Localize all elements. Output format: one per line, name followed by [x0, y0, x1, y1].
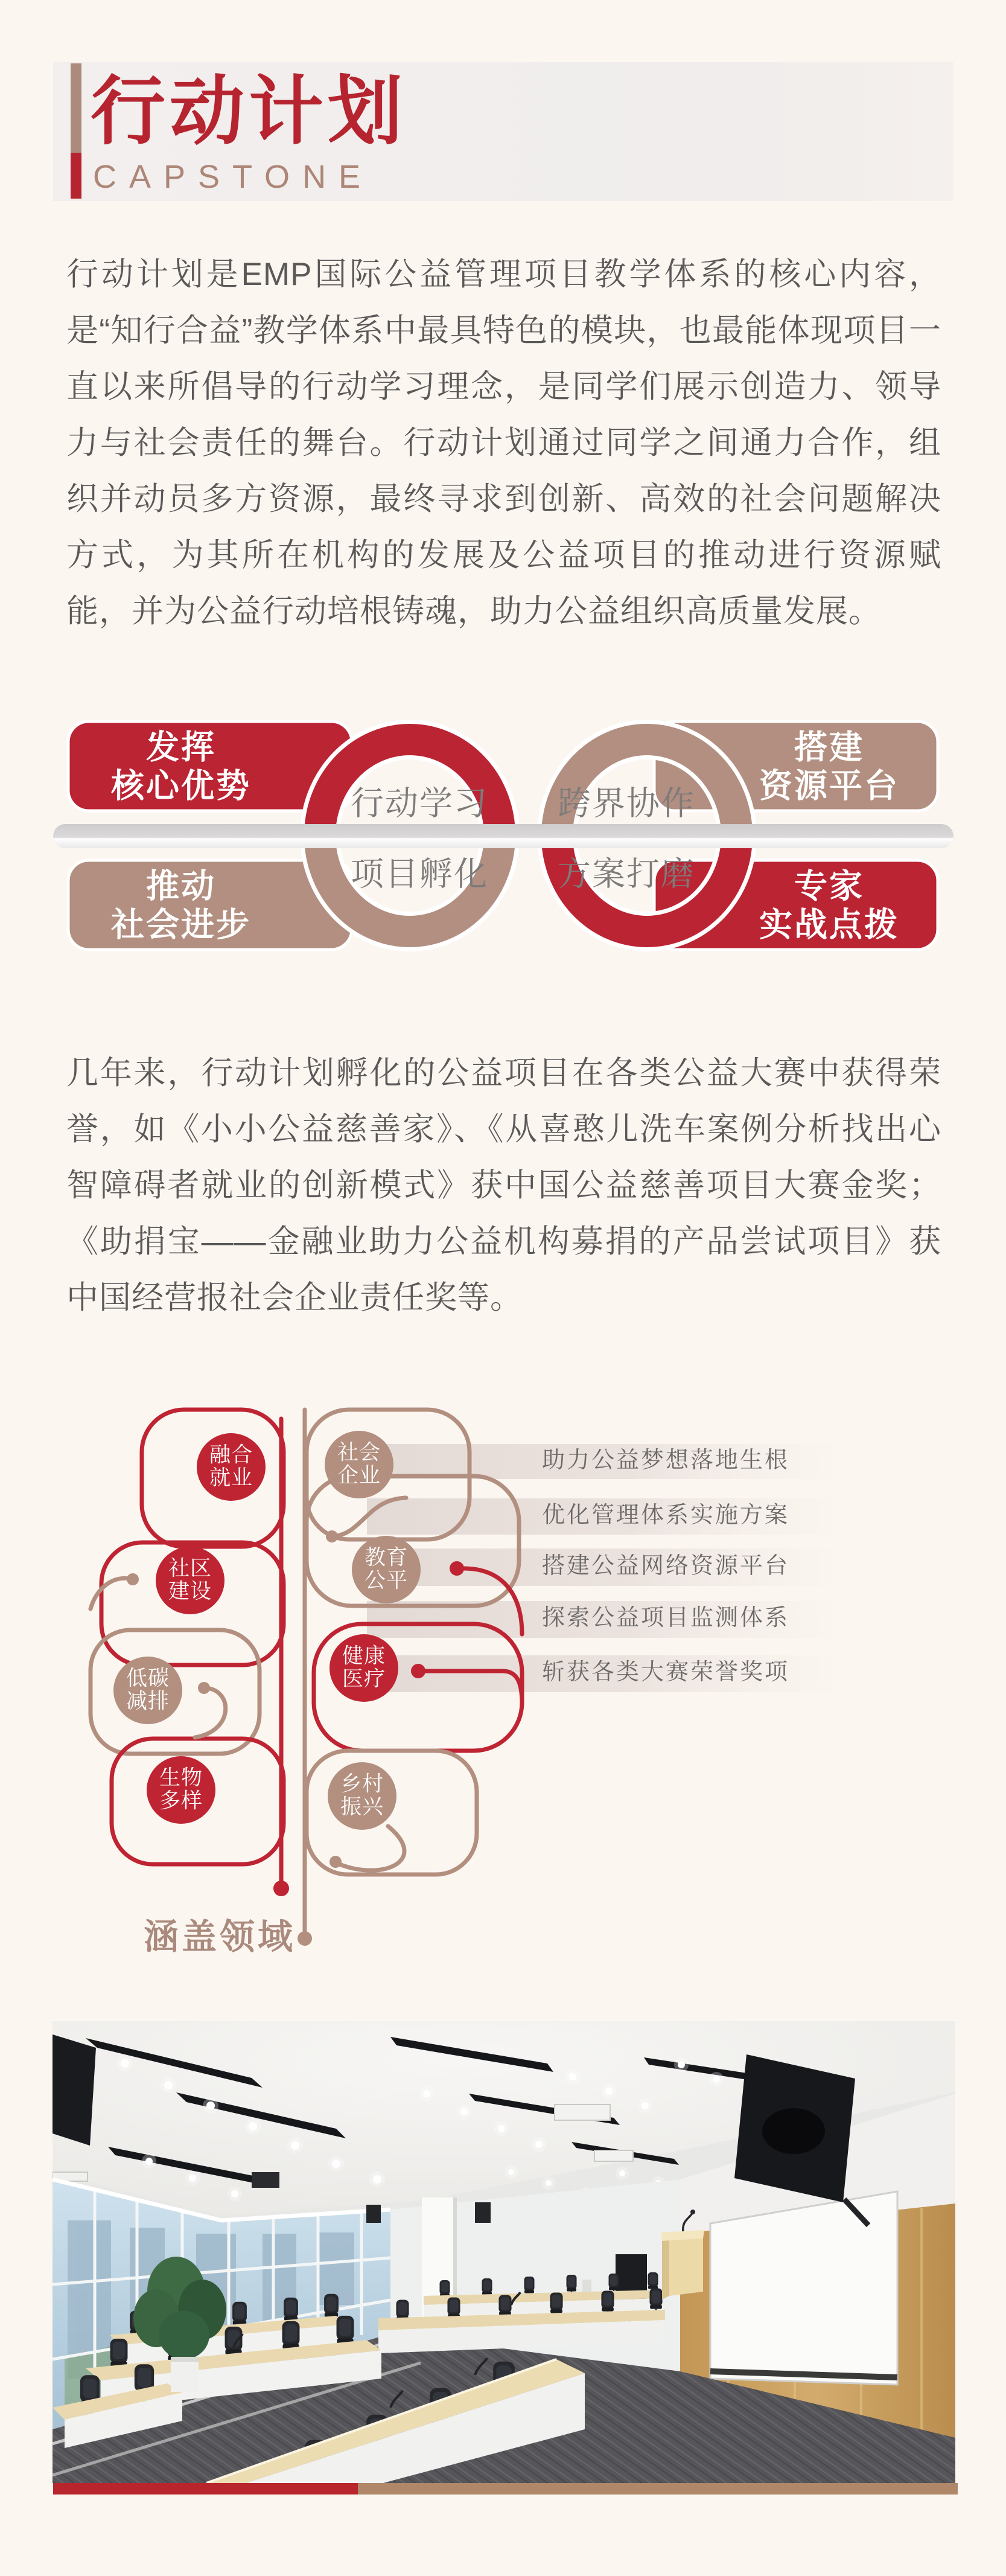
- svg-text:生物: 生物: [159, 1766, 203, 1790]
- outcome-item: 探索公益项目监测体系: [542, 1605, 790, 1631]
- svg-text:健康: 健康: [342, 1644, 386, 1668]
- svg-text:低碳: 低碳: [126, 1666, 170, 1690]
- projector: [252, 2172, 279, 2188]
- bubble-low-carbon: [113, 1657, 182, 1724]
- svg-text:社会: 社会: [337, 1440, 381, 1465]
- achievements-paragraph: 几年来，行动计划孵化的公益项目在各类公益大赛中获得荣誉，如《小小公益慈善家》、《从喜憨儿洗车案例分析找出心智障碍者就业的创新模式》获中国公益慈善项目大赛金奖；《助捐宝——金融业助力公益机构募捐的产品尝试项目》获中国经营报社会企业责任奖等。: [66, 1055, 941, 1315]
- process-box-label: 推动: [145, 867, 217, 905]
- ring-label-polish: 方案打磨: [557, 855, 696, 893]
- svg-text:乡村: 乡村: [340, 1772, 384, 1796]
- page-subtitle: CAPSTONE: [93, 159, 374, 195]
- title-accent-bar-red: [71, 153, 81, 199]
- classroom-photo: [53, 2021, 955, 2483]
- page-title: 行动计划: [91, 70, 407, 153]
- process-box-label: 社会进步: [110, 906, 252, 944]
- process-box-label: 核心优势: [110, 767, 252, 805]
- svg-text:企业: 企业: [337, 1463, 381, 1488]
- process-box-label: 专家: [794, 867, 865, 905]
- svg-text:振兴: 振兴: [340, 1795, 384, 1819]
- bubble-rural-revitalization: [328, 1762, 396, 1830]
- outcome-item: 助力公益梦想落地生根: [542, 1448, 790, 1474]
- process-axis-bar: [53, 824, 953, 848]
- svg-text:减排: 减排: [126, 1689, 170, 1713]
- ring-label-cross-collab: 跨界协作: [557, 784, 696, 822]
- svg-text:建设: 建设: [168, 1579, 212, 1603]
- footer-bar-taupe: [358, 2483, 958, 2495]
- svg-text:融合: 融合: [209, 1443, 253, 1467]
- outcome-item: 优化管理体系实施方案: [542, 1503, 790, 1529]
- process-box-label: 实战点拨: [759, 906, 900, 944]
- svg-text:教育: 教育: [364, 1545, 409, 1570]
- speaker-icon-left: [53, 2034, 96, 2146]
- ring-label-action-learning: 行动学习: [350, 784, 489, 822]
- bubble-integration-employment: [197, 1433, 266, 1501]
- svg-text:社区: 社区: [168, 1556, 212, 1580]
- projection-screen: [710, 2191, 897, 2385]
- svg-text:公平: 公平: [364, 1568, 409, 1593]
- fields-caption: 涵盖领域: [144, 1917, 296, 1957]
- process-box-label: 资源平台: [759, 767, 900, 805]
- bubble-health-medical: [329, 1634, 398, 1702]
- outcome-item: 搭建公益网络资源平台: [542, 1553, 790, 1579]
- svg-text:就业: 就业: [209, 1466, 253, 1490]
- bubble-biodiversity: [147, 1756, 215, 1824]
- intro-paragraph: 行动计划是EMP国际公益管理项目教学体系的核心内容，是“知行合益”教学体系中最具特色的模块，也最能体现项目一直以来所倡导的行动学习理念，是同学们展示创造力、领导力与社会责任的舞台。行动计划通过同学之间通力合作，组织并动员多方资源，最终寻求到创新、高效的社会问题解决方式，为其所在机构的发展及公益项目的推动进行资源赋能，并为公益行动培根铸魂，助力公益组织高质量发展。: [66, 257, 941, 629]
- bubble-education-equity: [352, 1536, 421, 1603]
- ring-label-incubation: 项目孵化: [350, 855, 489, 893]
- bubble-social-enterprise: [325, 1431, 393, 1498]
- outcome-item: 斩获各类大赛荣誉奖项: [542, 1660, 790, 1686]
- fields-diagram: [53, 1404, 953, 2004]
- process-box-label: 搭建: [794, 728, 865, 766]
- bubble-community-building: [156, 1547, 224, 1614]
- svg-text:多样: 多样: [159, 1789, 203, 1813]
- process-diagram: [53, 720, 953, 955]
- process-box-label: 发挥: [145, 728, 217, 766]
- footer-bar-red: [53, 2483, 358, 2495]
- svg-text:医疗: 医疗: [342, 1667, 386, 1691]
- title-accent-bar-taupe: [71, 63, 81, 153]
